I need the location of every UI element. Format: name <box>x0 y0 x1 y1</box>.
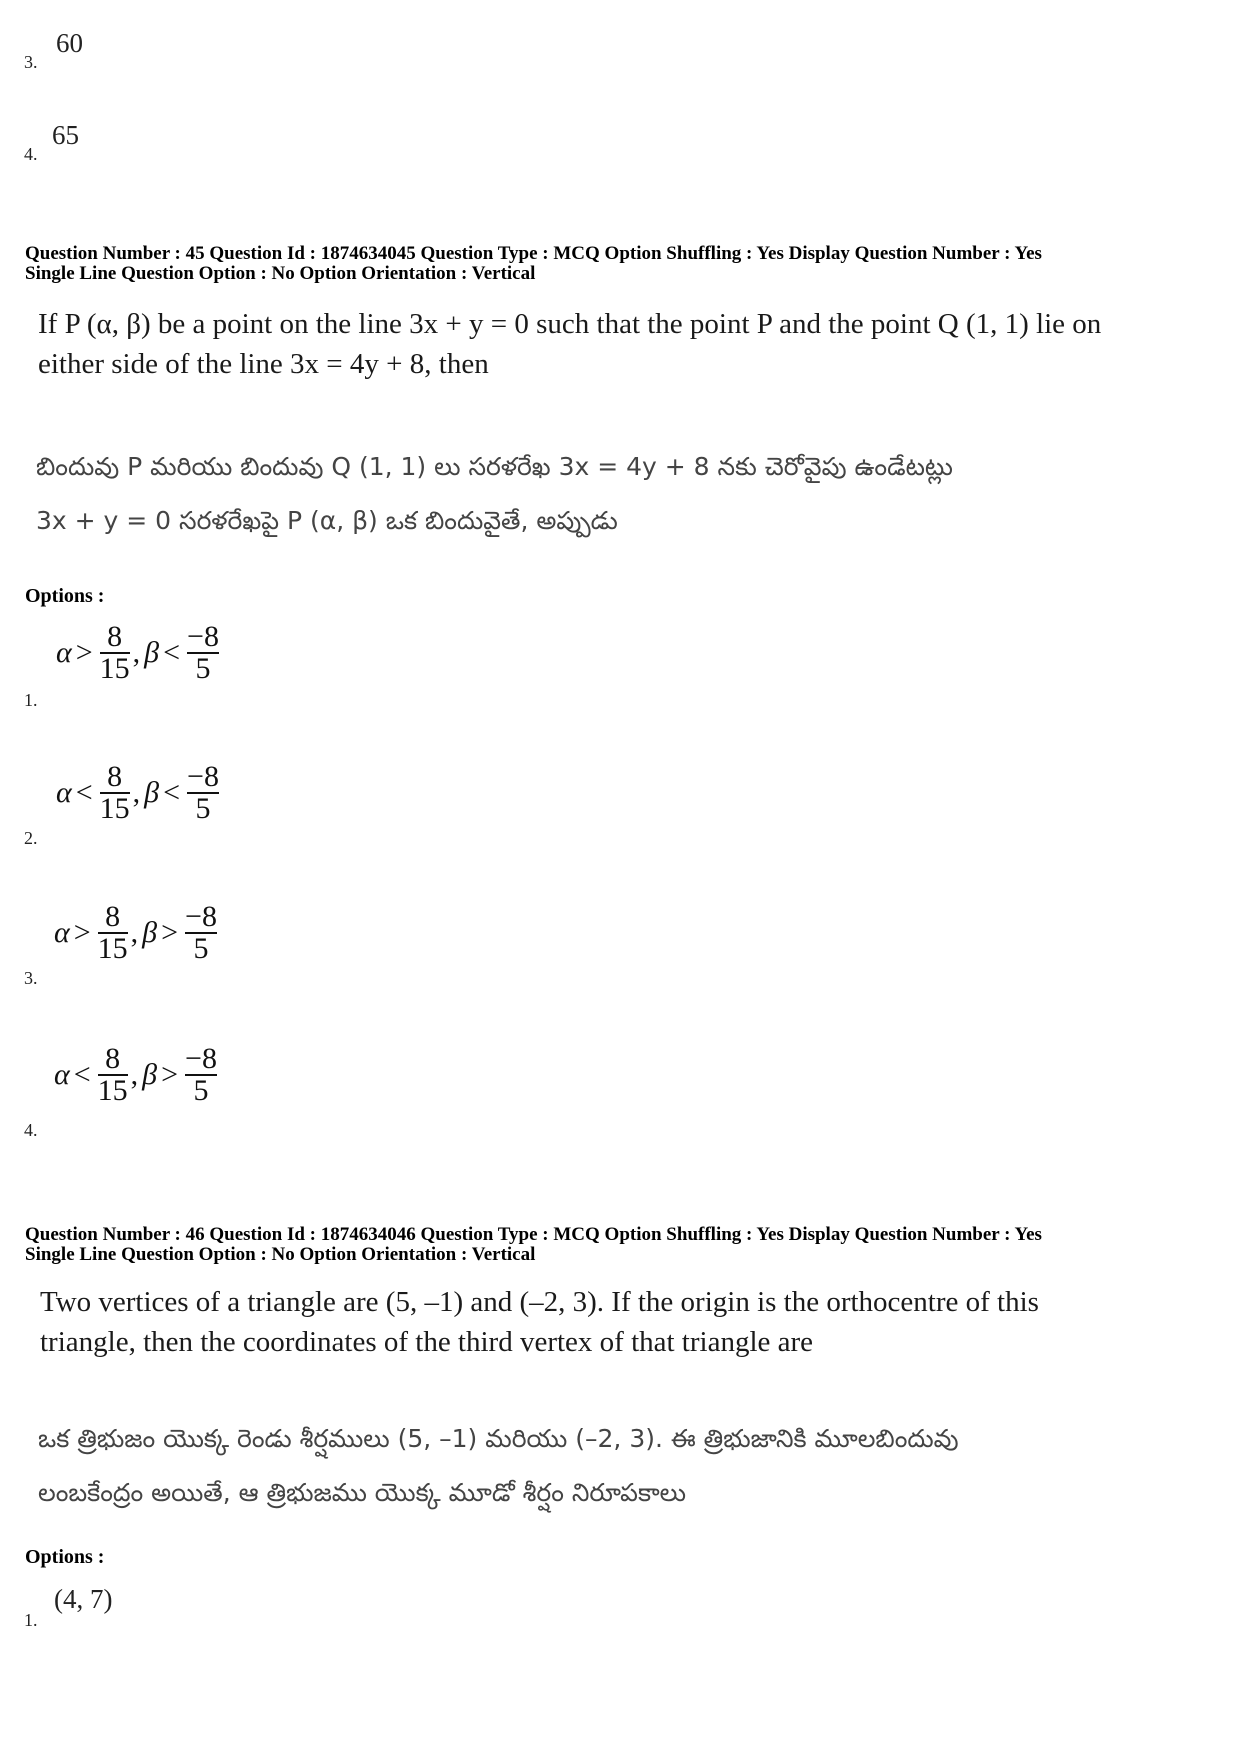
alpha-symbol: α <box>56 636 72 669</box>
inequality-sign: > <box>73 916 91 949</box>
question-45-text-te-line2: 3x + y = 0 సరళరేఖపై P (α, β) ఒక బిందువైతే, అప్పుడు <box>36 506 618 535</box>
numerator: −8 <box>185 1042 217 1075</box>
question-45-meta-line2: Single Line Question Option : No Option Orientation : Vertical <box>25 263 536 284</box>
option-value[interactable]: (4, 7) <box>54 1584 113 1614</box>
fraction <box>98 1044 128 1106</box>
option-number: 1. <box>24 1610 38 1630</box>
numerator: −8 <box>187 620 219 653</box>
option-number: 2. <box>24 828 38 848</box>
options-label: Options : <box>25 1546 105 1568</box>
option-number: 3. <box>24 52 38 72</box>
inequality-sign: < <box>73 1058 91 1091</box>
beta-symbol: β <box>142 1058 158 1091</box>
fraction <box>185 902 217 964</box>
option-value[interactable]: 65 <box>52 120 79 150</box>
fraction <box>100 762 130 824</box>
fraction <box>187 762 219 824</box>
option-2-formula[interactable]: α < $\frac{8}{15}$ , β < $\frac{-8}{5}$ <box>56 760 219 825</box>
question-45-text-te-line1: బిందువు P మరియు బిందువు Q (1, 1) లు సరళరేఖ 3x = 4y + 8 నకు చెరోవైపు ఉండేటట్లు <box>36 452 953 481</box>
question-46-text-te-line2: లంబకేంద్రం అయితే, ఆ త్రిభుజము యొక్క మూడో శీర్షం నిరూపకాలు <box>38 1478 687 1507</box>
denominator: 5 <box>195 792 211 825</box>
option-number: 4. <box>24 144 38 164</box>
options-label: Options : <box>25 585 105 607</box>
question-45-meta-line1: Question Number : 45 Question Id : 1874634045 Question Type : MCQ Option Shuffling : Yes Display Question Number : Yes <box>25 243 1042 264</box>
inequality-sign: > <box>161 1058 179 1091</box>
inequality-sign: < <box>75 776 93 809</box>
numerator: 8 <box>105 900 121 933</box>
numerator: 8 <box>105 1042 121 1075</box>
alpha-symbol: α <box>54 1058 70 1091</box>
option-3-formula[interactable]: α > $\frac{8}{15}$ , β > $\frac{-8}{5}$ <box>54 900 217 965</box>
question-45-text-en-line1: If P (α, β) be a point on the line 3x + y = 0 such that the point P and the point Q (1, 1) lie on <box>38 308 1102 340</box>
denominator: 5 <box>195 652 211 685</box>
denominator: 5 <box>193 932 209 965</box>
option-number: 4. <box>24 1120 38 1140</box>
option-1-formula[interactable]: α > $\frac{8}{15}$ , β < $\frac{-8}{5}$ <box>56 620 219 685</box>
question-46-meta-line2: Single Line Question Option : No Option Orientation : Vertical <box>25 1244 536 1265</box>
inequality-sign: > <box>161 916 179 949</box>
denominator: 15 <box>99 792 130 825</box>
fraction <box>185 1044 217 1106</box>
question-46-text-en-line1: Two vertices of a triangle are (5, –1) and (–2, 3). If the origin is the orthocentre of this <box>40 1286 1039 1318</box>
numerator: −8 <box>185 900 217 933</box>
inequality-sign: < <box>163 636 181 669</box>
question-46-text-te-line1: ఒక త్రిభుజం యొక్క రెండు శీర్షములు (5, –1) మరియు (–2, 3). ఈ త్రిభుజానికి మూలబిందువు <box>38 1424 959 1453</box>
option-4-formula[interactable]: α < $\frac{8}{15}$ , β > $\frac{-8}{5}$ <box>54 1042 217 1107</box>
denominator: 5 <box>193 1074 209 1107</box>
alpha-symbol: α <box>56 776 72 809</box>
option-number: 1. <box>24 690 38 710</box>
beta-symbol: β <box>142 916 158 949</box>
inequality-sign: > <box>75 636 93 669</box>
fraction <box>187 622 219 684</box>
question-46-meta-line1: Question Number : 46 Question Id : 1874634046 Question Type : MCQ Option Shuffling : Yes Display Question Number : Yes <box>25 1224 1042 1245</box>
denominator: 15 <box>99 652 130 685</box>
option-number: 3. <box>24 968 38 988</box>
numerator: 8 <box>107 620 123 653</box>
inequality-sign: < <box>163 776 181 809</box>
denominator: 15 <box>97 1074 128 1107</box>
fraction <box>98 902 128 964</box>
denominator: 15 <box>97 932 128 965</box>
option-value[interactable]: 60 <box>56 28 83 58</box>
numerator: 8 <box>107 760 123 793</box>
fraction <box>100 622 130 684</box>
beta-symbol: β <box>144 776 160 809</box>
numerator: −8 <box>187 760 219 793</box>
question-46-text-en-line2: triangle, then the coordinates of the third vertex of that triangle are <box>40 1326 814 1358</box>
question-45-text-en-line2: either side of the line 3x = 4y + 8, then <box>38 348 489 380</box>
beta-symbol: β <box>144 636 160 669</box>
alpha-symbol: α <box>54 916 70 949</box>
